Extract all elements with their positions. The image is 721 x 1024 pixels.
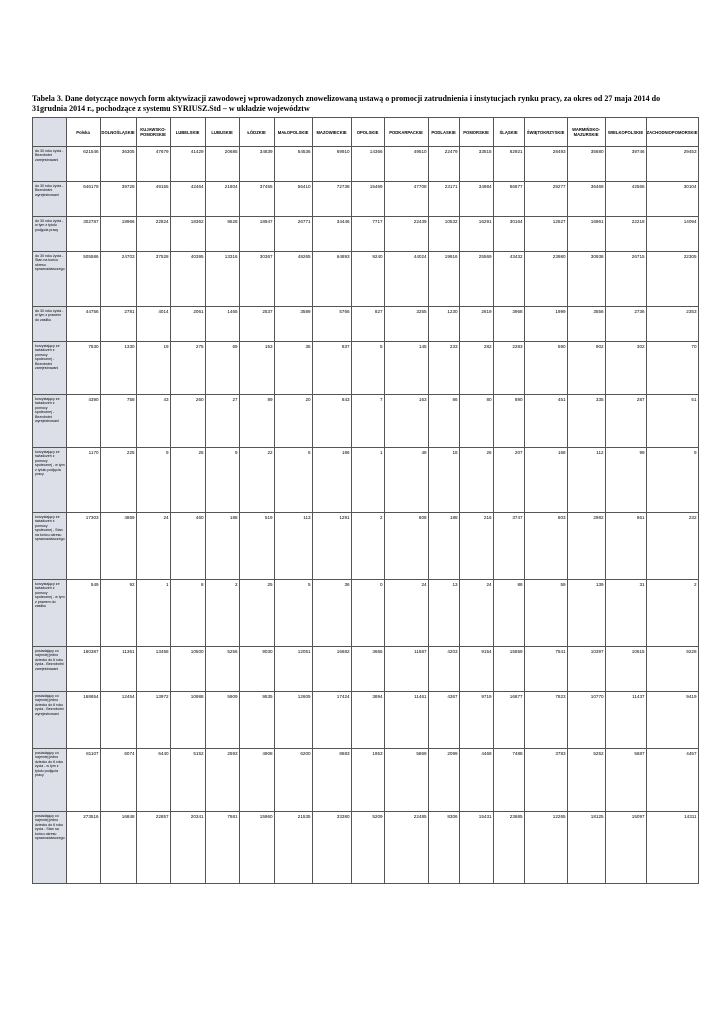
table-cell: 30104: [646, 182, 698, 217]
table-row: [33, 342, 699, 395]
row-label: korzystający ze świadczeń z pomocy społecznej - Bezrobotni zarejestrowani: [33, 342, 67, 395]
table-cell: 8: [170, 580, 205, 647]
row-label: do 30 roku życia - Bezrobotni zarejestrowani: [33, 147, 67, 182]
table-cell: 186: [312, 448, 351, 513]
table-cell: 10988: [170, 692, 205, 749]
table-cell: 549: [66, 580, 100, 647]
table-cell: 6200: [274, 749, 312, 812]
table-cell: 16291: [459, 217, 493, 252]
column-header: LUBUSKIE: [205, 118, 239, 147]
table-cell: 2781: [100, 307, 136, 342]
table-cell: 5209: [351, 812, 384, 884]
table-cell: 590: [524, 342, 567, 395]
table-row: [33, 448, 699, 513]
table-cell: 139: [567, 580, 605, 647]
table-cell: 72738: [312, 182, 351, 217]
column-header: LUBELSKIE: [170, 118, 205, 147]
table-cell: 902: [567, 342, 605, 395]
table-cell: 14311: [646, 812, 698, 884]
column-header: DOLNOŚLĄSKIE: [100, 118, 136, 147]
table-cell: 843: [312, 395, 351, 448]
table-row: [33, 812, 699, 884]
table-cell: 12051: [274, 647, 312, 692]
table-cell: 11687: [384, 647, 428, 692]
table-cell: 51: [646, 395, 698, 448]
table-cell: 3783: [524, 749, 567, 812]
table-cell: 9535: [239, 692, 274, 749]
table-cell: 47708: [384, 182, 428, 217]
table-cell: 16848: [100, 812, 136, 884]
table-cell: 9528: [205, 217, 239, 252]
table-cell: 9419: [646, 692, 698, 749]
table-cell: 4469: [459, 749, 493, 812]
table-cell: 35680: [567, 147, 605, 182]
row-label: do 30 roku życia - Bezrobotni wyrejestrowani: [33, 182, 67, 217]
table-cell: 36: [312, 580, 351, 647]
table-cell: 30164: [493, 217, 524, 252]
table-cell: 21535: [274, 812, 312, 884]
table-cell: 86: [428, 395, 459, 448]
table-cell: 168: [524, 448, 567, 513]
table-cell: 16877: [493, 692, 524, 749]
table-cell: 49155: [136, 182, 170, 217]
table-cell: 81107: [66, 749, 100, 812]
table-cell: 3968: [493, 307, 524, 342]
column-header: PODLASKIE: [428, 118, 459, 147]
table-cell: 25569: [459, 252, 493, 307]
table-row: [33, 749, 699, 812]
table-cell: 47679: [136, 147, 170, 182]
table-cell: 145: [384, 342, 428, 395]
table-cell: 9154: [459, 647, 493, 692]
table-cell: 4367: [428, 692, 459, 749]
table-cell: 302787: [66, 217, 100, 252]
table-cell: 19916: [428, 252, 459, 307]
table-cell: 15097: [605, 812, 646, 884]
table-row: [33, 513, 699, 580]
table-cell: 2982: [567, 513, 605, 580]
table-cell: 8683: [312, 749, 351, 812]
table-cell: 808: [384, 513, 428, 580]
table-cell: 11361: [100, 647, 136, 692]
row-label: do 30 roku życia - w tym z tytułu podjęcia pracy: [33, 217, 67, 252]
row-label: posiadający co najmniej jedno dziecko do 6 roku życia - w tym z tytułu podjęcia pracy: [33, 749, 67, 812]
table-cell: 9228: [646, 647, 698, 692]
table-cell: 5252: [567, 749, 605, 812]
table-cell: 12527: [524, 217, 567, 252]
table-cell: 4390: [66, 395, 100, 448]
table-cell: 216: [459, 513, 493, 580]
column-header: ŚLĄSKIE: [493, 118, 524, 147]
table-cell: 69: [205, 342, 239, 395]
table-cell: 232: [646, 513, 698, 580]
table-cell: 36469: [567, 182, 605, 217]
table-cell: 861: [605, 513, 646, 580]
table-cell: 13458: [136, 647, 170, 692]
table-cell: 837: [312, 342, 351, 395]
table-cell: 18947: [239, 217, 274, 252]
table-cell: 34839: [239, 147, 274, 182]
table-cell: 7681: [205, 812, 239, 884]
table-cell: 2593: [205, 749, 239, 812]
table-cell: 4869: [100, 513, 136, 580]
table-row: [33, 182, 699, 217]
table-cell: 1: [351, 448, 384, 513]
table-cell: 2353: [646, 307, 698, 342]
table-cell: 5152: [170, 749, 205, 812]
row-label: do 30 roku życia - Stan na końcu okresu sprawozdawczego: [33, 252, 67, 307]
table-cell: 48265: [274, 252, 312, 307]
table-cell: 7717: [351, 217, 384, 252]
table-cell: 9240: [351, 252, 384, 307]
table-cell: 92: [100, 580, 136, 647]
table-cell: 12454: [100, 692, 136, 749]
table-cell: 26: [459, 448, 493, 513]
table-title: Tabela 3. Dane dotyczące nowych form aktywizacji zawodowej wprowadzonych znowelizowaną ustawą o promocji zatrudnienia i instytucjach rynku pracy, za okres od 27 maja 2014 do 31grudnia 2014 r., pochodzące z systemu SYRIUSZ.Std – w układzie województw: [32, 94, 661, 113]
table-cell: 10397: [567, 647, 605, 692]
table-cell: 16961: [567, 217, 605, 252]
table-cell: 7541: [524, 647, 567, 692]
column-header: WARMIŃSKO-MAZURSKIE: [567, 118, 605, 147]
table-cell: 15469: [351, 182, 384, 217]
column-header: ZACHODNIOPOMORSKIE: [646, 118, 698, 147]
table-row: [33, 307, 699, 342]
table-row: [33, 692, 699, 749]
table-cell: 10615: [605, 647, 646, 692]
table-cell: 2736: [605, 307, 646, 342]
table-cell: 4908: [239, 749, 274, 812]
table-cell: 27: [205, 395, 239, 448]
table-cell: 17424: [312, 692, 351, 749]
table-cell: 233: [428, 342, 459, 395]
table-cell: 31: [605, 580, 646, 647]
table-row: [33, 395, 699, 448]
table-cell: 153: [239, 342, 274, 395]
column-header: MAŁOPOLSKIE: [274, 118, 312, 147]
table-cell: 24: [384, 580, 428, 647]
table-cell: 25: [239, 580, 274, 647]
table-cell: 66677: [493, 182, 524, 217]
table-cell: 13972: [136, 692, 170, 749]
column-header: PODKARPACKIE: [384, 118, 428, 147]
row-label: posiadający co najmniej jedno dziecko do 6 roku życia - Bezrobotni wyrejestrowani: [33, 692, 67, 749]
table-cell: 23685: [493, 812, 524, 884]
table-cell: 17303: [66, 513, 100, 580]
table-cell: 6074: [100, 749, 136, 812]
table-cell: 188: [428, 513, 459, 580]
table-cell: 43432: [493, 252, 524, 307]
table-row: [33, 217, 699, 252]
table-row: [33, 580, 699, 647]
table-cell: 62921: [493, 147, 524, 182]
table-cell: 42464: [170, 182, 205, 217]
table-cell: 7823: [524, 692, 567, 749]
table-cell: 10532: [428, 217, 459, 252]
table-cell: 24703: [100, 252, 136, 307]
table-cell: 1: [136, 580, 170, 647]
table-cell: 287: [605, 395, 646, 448]
table-cell: 22: [239, 448, 274, 513]
column-header: Polska: [66, 118, 100, 147]
table-cell: 18125: [567, 812, 605, 884]
table-cell: 15431: [459, 812, 493, 884]
table-cell: 99: [605, 448, 646, 513]
table-cell: 20341: [170, 812, 205, 884]
table-cell: 39746: [605, 147, 646, 182]
table-cell: 273516: [66, 812, 100, 884]
table-cell: 26771: [274, 217, 312, 252]
table-cell: 9719: [459, 692, 493, 749]
table-cell: 2: [205, 580, 239, 647]
table-row: [33, 252, 699, 307]
table-cell: 4014: [136, 307, 170, 342]
table-cell: 5256: [205, 647, 239, 692]
table-cell: 113: [274, 513, 312, 580]
table-cell: 35: [274, 342, 312, 395]
table-cell: 163: [384, 395, 428, 448]
row-label: posiadający co najmniej jedno dziecko do 6 roku życia - Stan na końcu okresu sprawozdawczego: [33, 812, 67, 884]
table-cell: 20685: [205, 147, 239, 182]
table-cell: 7: [351, 395, 384, 448]
data-table: [32, 117, 699, 884]
column-header: POMORSKIE: [459, 118, 493, 147]
table-cell: 7488: [493, 749, 524, 812]
column-header: OPOLSKIE: [351, 118, 384, 147]
table-cell: 519: [239, 513, 274, 580]
table-cell: 890: [493, 395, 524, 448]
table-cell: 70: [646, 342, 698, 395]
table-cell: 1465: [205, 307, 239, 342]
table-cell: 460: [170, 513, 205, 580]
table-cell: 5: [274, 580, 312, 647]
table-cell: 827: [351, 307, 384, 342]
table-cell: 621546: [66, 147, 100, 182]
table-cell: 260: [170, 395, 205, 448]
table-cell: 803: [524, 513, 567, 580]
table-cell: 36305: [100, 147, 136, 182]
table-cell: 4203: [428, 647, 459, 692]
table-cell: 33380: [312, 812, 351, 884]
table-body: [33, 147, 699, 884]
table-cell: 3894: [351, 692, 384, 749]
table-cell: 3665: [351, 647, 384, 692]
table-cell: 48: [384, 448, 428, 513]
table-cell: 69910: [312, 147, 351, 182]
table-cell: 22439: [384, 217, 428, 252]
table-cell: 6: [274, 448, 312, 513]
table-cell: 5687: [605, 749, 646, 812]
table-cell: 42566: [605, 182, 646, 217]
table-cell: 282: [459, 342, 493, 395]
table-cell: 12605: [274, 692, 312, 749]
row-label: do 30 roku życia - w tym z prawem do zasiłku: [33, 307, 67, 342]
table-cell: 9030: [239, 647, 274, 692]
table-cell: 22857: [136, 812, 170, 884]
column-header: ŚWIĘTOKRZYSKIE: [524, 118, 567, 147]
row-label: korzystający ze świadczeń z pomocy społecznej - Bezrobotni wyrejestrowani: [33, 395, 67, 448]
table-cell: 1230: [428, 307, 459, 342]
table-cell: 24: [136, 513, 170, 580]
table-cell: 10500: [170, 647, 205, 692]
table-cell: 8306: [428, 812, 459, 884]
table-cell: 25: [170, 448, 205, 513]
table-cell: 20: [274, 395, 312, 448]
table-cell: 80: [459, 395, 493, 448]
table-cell: 11437: [605, 692, 646, 749]
table-cell: 54536: [274, 147, 312, 182]
table-cell: 23171: [428, 182, 459, 217]
table-cell: 16682: [312, 647, 351, 692]
table-cell: 5869: [384, 749, 428, 812]
table-cell: 34984: [459, 182, 493, 217]
table-row: [33, 147, 699, 182]
table-cell: 21804: [205, 182, 239, 217]
table-cell: 4457: [646, 749, 698, 812]
table-cell: 15960: [239, 812, 274, 884]
table-cell: 5909: [205, 692, 239, 749]
table-cell: 29453: [646, 147, 698, 182]
table-cell: 1291: [312, 513, 351, 580]
table-cell: 18362: [170, 217, 205, 252]
table-cell: 505586: [66, 252, 100, 307]
column-header: KUJAWSKO-POMORSKIE: [136, 118, 170, 147]
row-label: posiadający co najmniej jedno dziecko do 6 roku życia - Bezrobotni zarejestrowani: [33, 647, 67, 692]
corner-cell: [33, 118, 67, 147]
table-cell: 9: [136, 448, 170, 513]
table-cell: 18966: [100, 217, 136, 252]
table-cell: 37528: [136, 252, 170, 307]
table-cell: 26715: [605, 252, 646, 307]
table-cell: 3255: [384, 307, 428, 342]
table-cell: 302: [605, 342, 646, 395]
table-cell: 0: [351, 580, 384, 647]
table-cell: 15559: [493, 647, 524, 692]
table-cell: 2283: [493, 342, 524, 395]
table-cell: 44756: [66, 307, 100, 342]
table-cell: 335: [567, 395, 605, 448]
column-header: MAZOWIECKIE: [312, 118, 351, 147]
table-cell: 12265: [524, 812, 567, 884]
table-cell: 28493: [524, 147, 567, 182]
table-cell: 39728: [100, 182, 136, 217]
table-row: [33, 647, 699, 692]
table-cell: 160387: [66, 647, 100, 692]
table-cell: 2: [351, 513, 384, 580]
table-cell: 11461: [384, 692, 428, 749]
table-cell: 3556: [567, 307, 605, 342]
table-cell: 3747: [493, 513, 524, 580]
table-cell: 23980: [524, 252, 567, 307]
table-cell: 59: [524, 580, 567, 647]
row-label: korzystający ze świadczeń z pomocy społecznej - w tym z tytułu podjęcia pracy: [33, 448, 67, 513]
table-cell: 14366: [351, 147, 384, 182]
table-cell: 2537: [239, 307, 274, 342]
table-cell: 646179: [66, 182, 100, 217]
table-cell: 1330: [100, 342, 136, 395]
table-cell: 188: [205, 513, 239, 580]
table-cell: 5766: [312, 307, 351, 342]
table-cell: 88: [493, 580, 524, 647]
table-cell: 112: [567, 448, 605, 513]
table-cell: 89: [239, 395, 274, 448]
table-cell: 9: [205, 448, 239, 513]
table-cell: 451: [524, 395, 567, 448]
table-cell: 275: [170, 342, 205, 395]
table-cell: 3589: [274, 307, 312, 342]
table-cell: 44024: [384, 252, 428, 307]
table-cell: 1170: [66, 448, 100, 513]
table-cell: 225: [100, 448, 136, 513]
table-cell: 22824: [136, 217, 170, 252]
table-cell: 6440: [136, 749, 170, 812]
table-cell: 22305: [646, 252, 698, 307]
table-cell: 18: [428, 448, 459, 513]
table-cell: 7530: [66, 342, 100, 395]
table-cell: 64893: [312, 252, 351, 307]
table-cell: 29277: [524, 182, 567, 217]
table-cell: 37455: [239, 182, 274, 217]
row-label: korzystający ze świadczeń z pomocy społecznej - Stan na końcu okresu sprawozdawczego: [33, 513, 67, 580]
table-cell: 758: [100, 395, 136, 448]
row-label: korzystający ze świadczeń z pomocy społecznej - w tym z prawem do zasiłku: [33, 580, 67, 647]
column-header: ŁÓDZKIE: [239, 118, 274, 147]
table-cell: 34446: [312, 217, 351, 252]
table-cell: 168654: [66, 692, 100, 749]
table-cell: 19: [136, 342, 170, 395]
table-cell: 40395: [170, 252, 205, 307]
table-cell: 207: [493, 448, 524, 513]
table-cell: 9: [646, 448, 698, 513]
table-cell: 13316: [205, 252, 239, 307]
table-cell: 56410: [274, 182, 312, 217]
table-cell: 2619: [459, 307, 493, 342]
table-cell: 2061: [170, 307, 205, 342]
table-cell: 1999: [524, 307, 567, 342]
column-header: WIELKOPOLSKIE: [605, 118, 646, 147]
table-cell: 41429: [170, 147, 205, 182]
header-row: [33, 118, 699, 147]
table-cell: 1953: [351, 749, 384, 812]
table-cell: 5: [351, 342, 384, 395]
table-cell: 13: [428, 580, 459, 647]
table-cell: 2: [646, 580, 698, 647]
table-cell: 2099: [428, 749, 459, 812]
table-cell: 10770: [567, 692, 605, 749]
table-cell: 24: [459, 580, 493, 647]
table-cell: 22485: [384, 812, 428, 884]
table-cell: 22479: [428, 147, 459, 182]
table-cell: 30938: [567, 252, 605, 307]
table-cell: 14094: [646, 217, 698, 252]
table-cell: 43: [136, 395, 170, 448]
table-cell: 30367: [239, 252, 274, 307]
table-cell: 33515: [459, 147, 493, 182]
table-cell: 22218: [605, 217, 646, 252]
table-cell: 49510: [384, 147, 428, 182]
